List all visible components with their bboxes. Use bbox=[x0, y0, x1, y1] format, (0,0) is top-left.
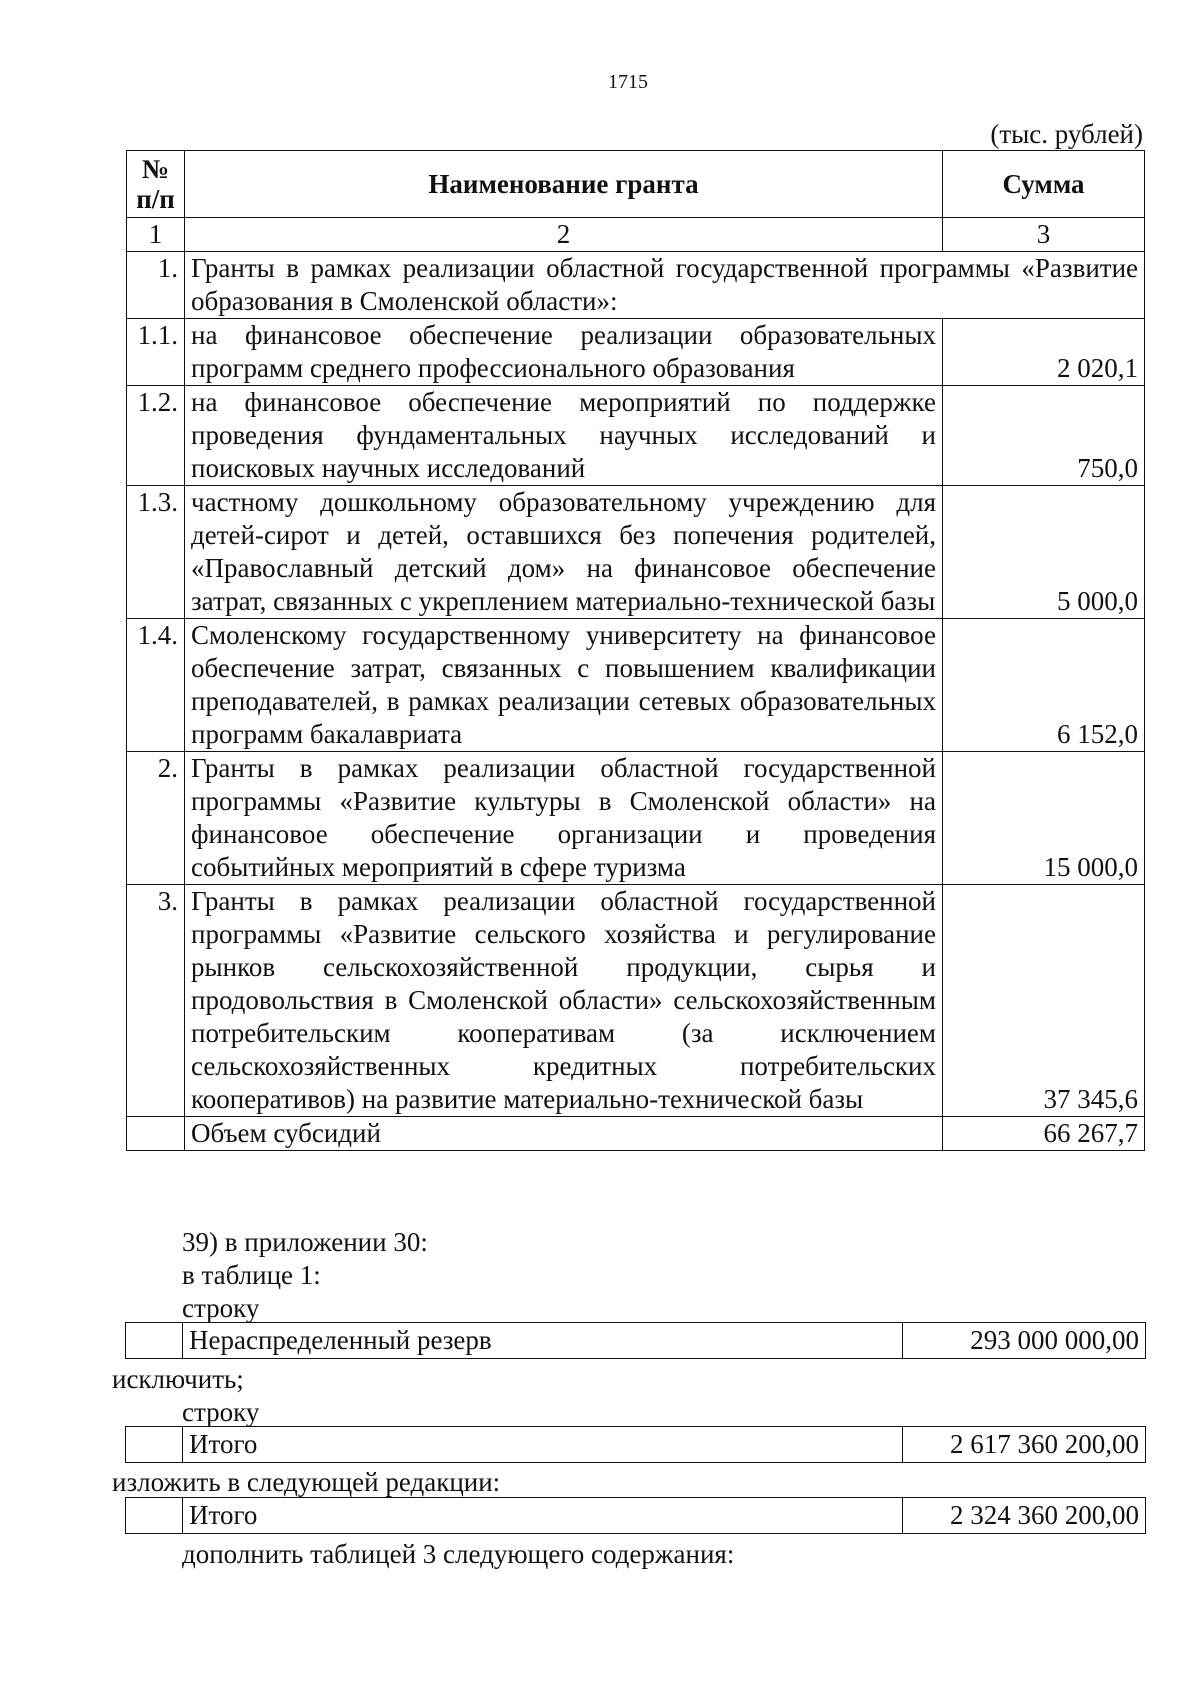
row-sum: 15 000,0 bbox=[943, 752, 1145, 885]
row-sum: 37 345,6 bbox=[943, 885, 1145, 1117]
row-num: 1.1. bbox=[127, 319, 185, 386]
exclude-text: исключить; bbox=[112, 1364, 244, 1394]
row-num bbox=[127, 1117, 185, 1151]
column-number: 2 bbox=[185, 218, 943, 252]
row-name: Нераспределенный резерв bbox=[183, 1323, 903, 1359]
grants-table bbox=[126, 150, 1145, 1151]
table-row bbox=[127, 619, 1145, 752]
table-row bbox=[127, 885, 1145, 1117]
row-num: 3. bbox=[127, 885, 185, 1117]
column-number: 3 bbox=[943, 218, 1145, 252]
set-new-text: изложить в следующей редакции: bbox=[112, 1467, 501, 1497]
row-name: Итого bbox=[183, 1427, 903, 1463]
row-num: 1.3. bbox=[127, 486, 185, 619]
row-name: Гранты в рамках реализации областной государственной программы «Развитие сельского хозяйства и регулирование рынков сельскохозяйственной продукции, сырья и продовольствия в Смоленской области» сельскохозяйственным потребительским кооперативам (за исключением сельскохозяйственных кредитных потребительских кооперативов) на развитие материально-технической базы bbox=[185, 885, 943, 1117]
row-num bbox=[126, 1498, 183, 1534]
header-sum: Сумма bbox=[943, 151, 1145, 218]
in-table-1-text: в таблице 1: bbox=[182, 1260, 321, 1290]
header-num: № п/п bbox=[127, 151, 185, 218]
row-name: частному дошкольному образовательному учреждению для детей-сирот и детей, оставшихся без попечения родителей, «Православный детский дом» на финансовое обеспечение затрат, связанных с укреплением материально-технической базы bbox=[185, 486, 943, 619]
table-row bbox=[127, 752, 1145, 885]
row-name: Итого bbox=[183, 1498, 903, 1534]
table-row bbox=[127, 386, 1145, 486]
column-number-row bbox=[127, 218, 1145, 252]
row-word-text: строку bbox=[182, 1293, 260, 1323]
total-row bbox=[127, 1117, 1145, 1151]
table-row bbox=[126, 1323, 1146, 1359]
row-num: 2. bbox=[127, 752, 185, 885]
row-num: 1.4. bbox=[127, 619, 185, 752]
row-sum: 5 000,0 bbox=[943, 486, 1145, 619]
header-name: Наименование гранта bbox=[185, 151, 943, 218]
table-row bbox=[126, 1427, 1146, 1463]
row-sum: 6 152,0 bbox=[943, 619, 1145, 752]
row-word-text: строку bbox=[182, 1397, 260, 1427]
column-number: 1 bbox=[127, 218, 185, 252]
row-sum: 2 020,1 bbox=[943, 319, 1145, 386]
row-num bbox=[126, 1427, 183, 1463]
row-value: 293 000 000,00 bbox=[903, 1323, 1146, 1359]
old-total-table bbox=[125, 1426, 1146, 1463]
row-value: 2 617 360 200,00 bbox=[903, 1427, 1146, 1463]
table-row bbox=[127, 486, 1145, 619]
row-value: 2 324 360 200,00 bbox=[903, 1498, 1146, 1534]
units-note: (тыс. рублей) bbox=[990, 119, 1143, 149]
new-total-table bbox=[125, 1497, 1146, 1534]
section-title: Гранты в рамках реализации областной государственной программы «Развитие образования в Смоленской области»: bbox=[185, 252, 1145, 319]
row-sum: 750,0 bbox=[943, 386, 1145, 486]
total-label: Объем субсидий bbox=[185, 1117, 943, 1151]
reserve-table bbox=[125, 1322, 1146, 1359]
add-table-3-text: дополнить таблицей 3 следующего содержания: bbox=[182, 1539, 735, 1569]
section-row bbox=[127, 252, 1145, 319]
row-name: Смоленскому государственному университету на финансовое обеспечение затрат, связанных с повышением квалификации преподавателей, в рамках реализации сетевых образовательных программ бакалавриата bbox=[185, 619, 943, 752]
header-row bbox=[127, 151, 1145, 218]
row-num bbox=[126, 1323, 183, 1359]
total-sum: 66 267,7 bbox=[943, 1117, 1145, 1151]
table-row bbox=[126, 1498, 1146, 1534]
item-39-text: 39) в приложении 30: bbox=[182, 1227, 428, 1257]
table-row bbox=[127, 319, 1145, 386]
page-number: 1715 bbox=[608, 71, 648, 93]
row-name: Гранты в рамках реализации областной государственной программы «Развитие культуры в Смоленской области» на финансовое обеспечение организации и проведения событийных мероприятий в сфере туризма bbox=[185, 752, 943, 885]
row-name: на финансовое обеспечение реализации образовательных программ среднего профессионального образования bbox=[185, 319, 943, 386]
row-name: на финансовое обеспечение мероприятий по поддержке проведения фундаментальных научных исследований и поисковых научных исследований bbox=[185, 386, 943, 486]
row-num: 1. bbox=[127, 252, 185, 319]
row-num: 1.2. bbox=[127, 386, 185, 486]
